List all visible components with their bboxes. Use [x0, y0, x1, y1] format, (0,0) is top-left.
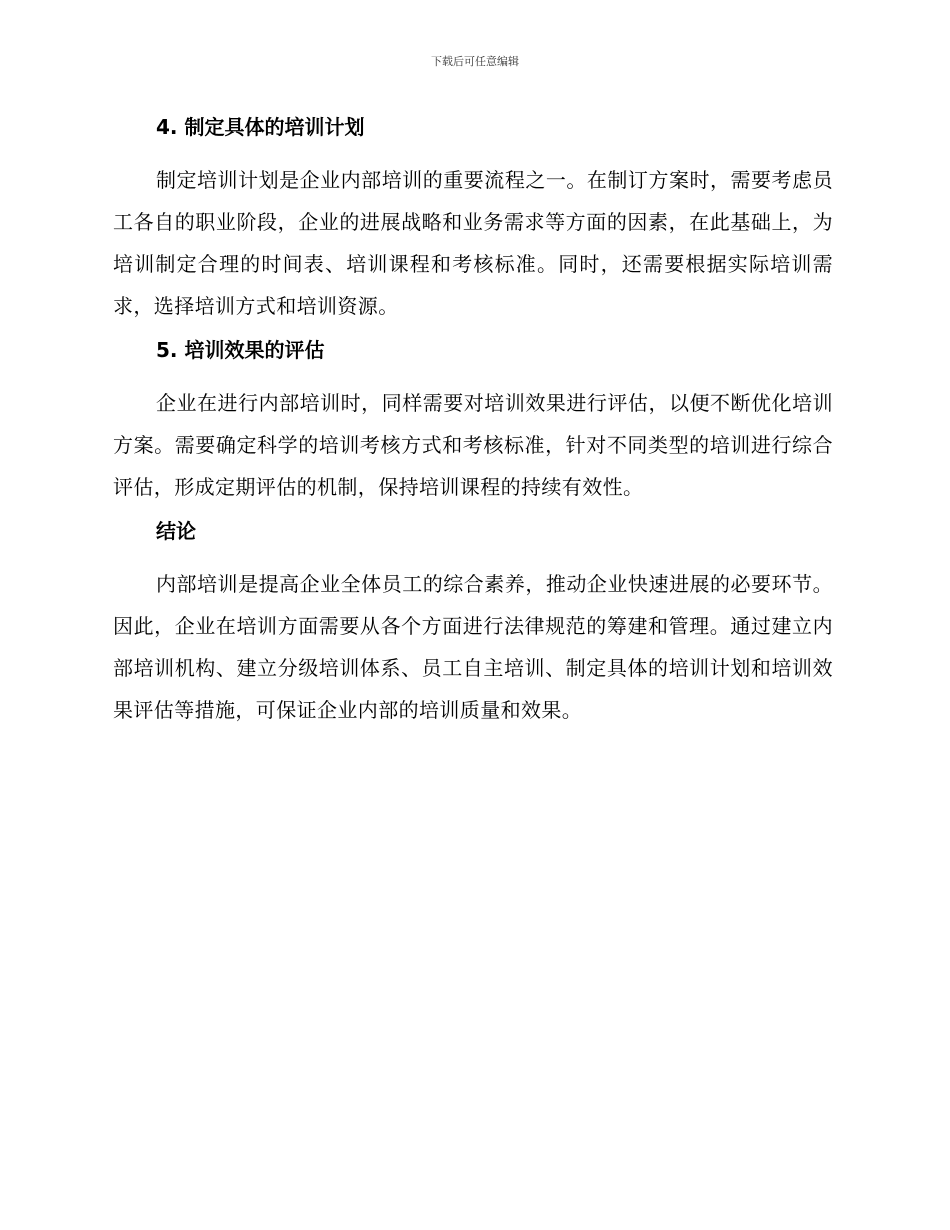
- section-paragraph: 内部培训是提高企业全体员工的综合素养，推动企业快速进展的必要环节。因此，企业在培训方面需要从各个方面进行法律规范的筹建和管理。通过建立内部培训机构、建立分级培训体系、员工自主培训、制定具体的培训计划和培训效果评估等措施，可保证企业内部的培训质量和效果。: [113, 572, 833, 722]
- section-conclusion: [113, 516, 833, 731]
- section-heading: 4. 制定具体的培训计划: [156, 115, 365, 139]
- section-training-plan: [113, 112, 833, 327]
- page-header: 下载后可任意编辑: [431, 55, 519, 68]
- section-paragraph: 企业在进行内部培训时，同样需要对培训效果进行评估，以便不断优化培训方案。需要确定科学的培训考核方式和考核标准，针对不同类型的培训进行综合评估，形成定期评估的机制，保持培训课程的持续有效性。: [113, 391, 833, 499]
- section-heading: 结论: [156, 519, 196, 543]
- section-paragraph: 制定培训计划是企业内部培训的重要流程之一。在制订方案时，需要考虑员工各自的职业阶段，企业的进展战略和业务需求等方面的因素，在此基础上，为培训制定合理的时间表、培训课程和考核标准。同时，还需要根据实际培训需求，选择培训方式和培训资源。: [113, 168, 833, 318]
- section-heading: 5. 培训效果的评估: [156, 338, 325, 362]
- section-training-evaluation: [113, 335, 833, 508]
- document-body: [113, 112, 833, 739]
